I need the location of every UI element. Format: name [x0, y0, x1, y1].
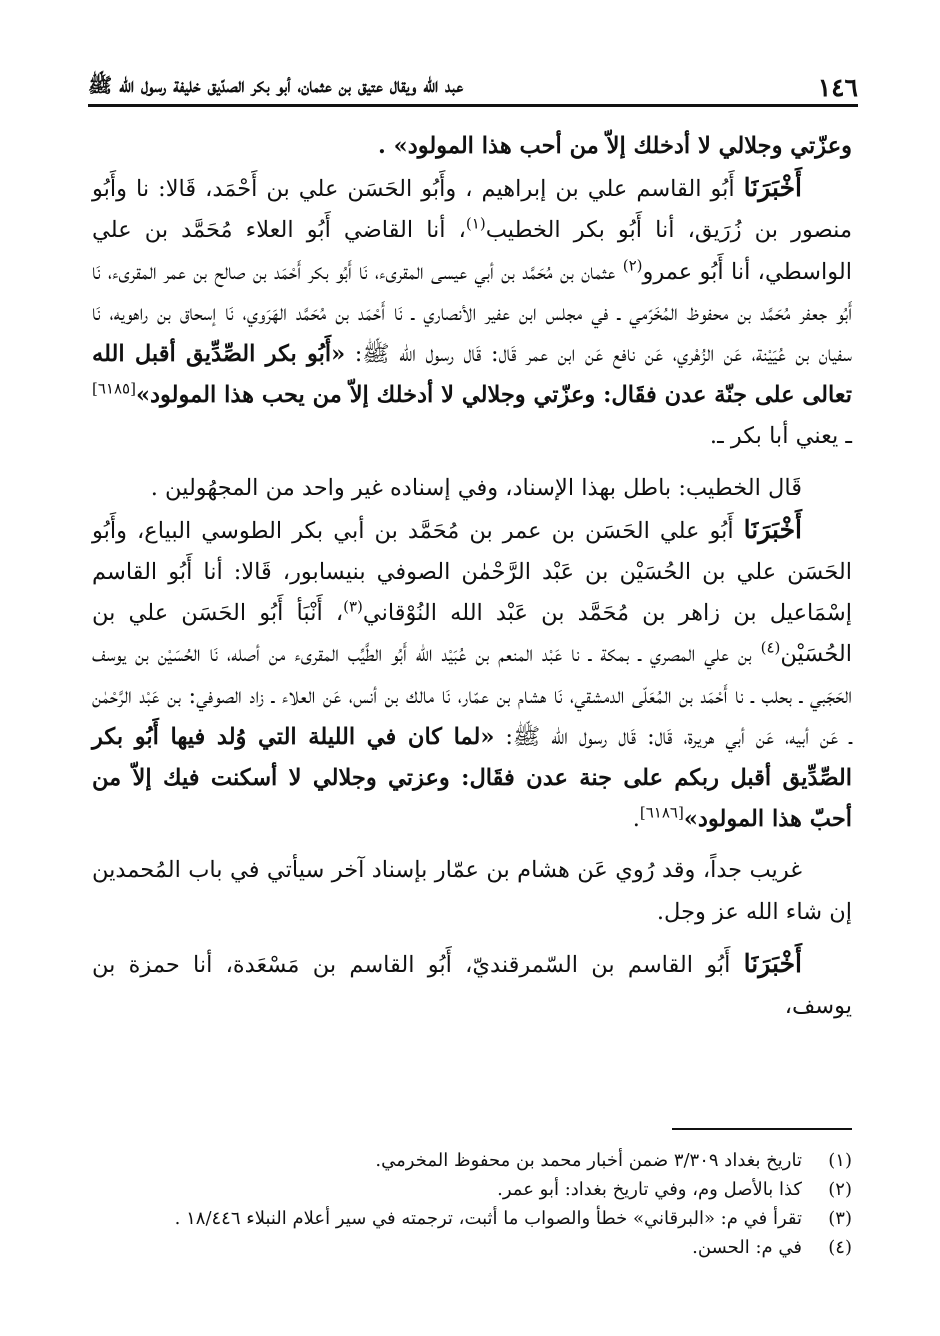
footnote-ref-1: (١)	[465, 214, 486, 233]
paragraph-3: قَال الخطيب: باطل بهذا الإسناد، وفي إسناده غير واحد من المجهُولين .	[150, 474, 802, 501]
isnad-text: بن علي المصري ـ بمكة ـ نا عَبْد المنعم بن عُبَيْد الله أَبُو الطَّيِّب المقرىء من أصله، نَا الحُسَيْن بن يوسف الحَجَبي ـ بحلب ـ نا أَحْمَد بن المُعَلّى الدمشقي، نَا هشام بن عمّار، نَا مالك بن أنس، عَن العلاء ـ زاد الصوفي: بن عَبْد الرَّحْمٰن ـ عَن أبيه، عَن أبي هريرة، قَال: قَال رسول الله ﷺ:	[92, 641, 852, 750]
footnote-text: تاريخ بغداد ٣/٣٠٩ ضمن أخبار محمد بن محفوظ المخرمي.	[375, 1150, 802, 1171]
akhbarana-keyword: أَخْبَرَنَا	[743, 948, 802, 978]
isnad-text: ، أَنْبَأ أَبُو الحَسَن علي بن الحُسَيْن	[92, 600, 852, 668]
footnote-2	[92, 1175, 852, 1204]
isnad-text: ، أنا القاضي أَبُو العلاء مُحَمَّد بن علي الواسطي، أنا أَبُو عمرو	[92, 217, 852, 285]
footnotes	[92, 1146, 852, 1262]
footnote-number: (١)	[828, 1150, 852, 1171]
akhbarana-keyword: أَخْبَرَنَا	[743, 173, 802, 203]
page-number: ١٤٦	[817, 73, 858, 102]
isnad-text: أَبُو علي الحَسَن بن عمر بن مُحَمَّد بن أبي بكر الطوسي البياع، وأَبُو الحَسَن علي بن الحُسَيْن بن عَبْد الرَّحْمٰن الصوفي بنيسابور، قَالا: أنا أَبُو القاسم إسْمَاعيل بن زاهر بن مُحَمَّد بن عَبْد الله النُوْقاني	[92, 517, 852, 627]
footnote-number: (٢)	[828, 1179, 852, 1200]
hadith-matn: «أَبُو بكر الصِّدِّيق أقبل الله تعالى على جنّة عدن فقَال: وعزّتي وجلالي لا أدخلك إلاّ من يحب هذا المولود»	[92, 341, 852, 409]
footnote-1	[92, 1146, 852, 1175]
footnote-text: كذا بالأصل وم، وفي تاريخ بغداد: أبو عمر.	[497, 1179, 802, 1200]
paragraph-6	[92, 943, 852, 1027]
footnote-ref-3: (٣)	[343, 597, 363, 616]
hadith-matn: «لما كان في الليلة التي وُلد فيها أَبُو بكر الصِّدِّيق أقبل ربكم على جنة عدن فقَال: وعزتي وجلالي لا أسكنت فيك إلاّ من أحبّ هذا المولود»	[92, 723, 852, 833]
footnote-number: (٤)	[828, 1237, 852, 1258]
isnad-text: أَبُو القاسم بن السّمرقنديّ، أَبُو القاسم بن مَسْعَدة، أنا حمزة بن يوسف،	[92, 951, 852, 1020]
hadith-number: [٦١٨٥]	[92, 379, 136, 398]
footnote-3	[92, 1204, 852, 1233]
header-rule	[88, 104, 858, 107]
running-title: عبد الله ويقال عتيق بن عثمان، أبو بكر الصدّيق خليفة رسول الله ﷺ	[88, 73, 464, 97]
footnote-text: في م: الحسن.	[692, 1237, 802, 1258]
isnad-text: عثمان بن مُحَمَّد بن أبي عيسى المقرىء، نَا أَبُو بكر أَحْمَد بن صالح بن عمر المقرىء، نَا أَبُو جعفر مُحَمَّد بن محفوظ المُخَرّمي ـ في مجلس ابن عفير الأنصاري ـ نَا أَحْمَد بن مُحَمَّد الهَرَوي، نَا إسحاق بن راهويه، نَا سفيان بن عُيَيْنة، عَن الزُهْري، عَن نافع عَن ابن عمر قَال: قَال رسول الله ﷺ:	[92, 258, 852, 368]
running-head	[88, 62, 858, 102]
paragraph-4	[92, 509, 852, 841]
main-text	[92, 126, 852, 1027]
footnote-separator	[672, 1128, 852, 1130]
isnad-text: .	[632, 806, 640, 833]
paragraph-2	[92, 167, 852, 457]
isnad-text: ـ يعني أبا بكر ـ.	[709, 423, 852, 450]
footnote-text: تقرأ في م: «البرقاني» خطأ والصواب ما أثبت، ترجمته في سير أعلام النبلاء ١٨/٤٤٦ .	[174, 1208, 802, 1229]
hadith-number: [٦١٨٦]	[639, 803, 684, 822]
akhbarana-keyword: أَخْبَرَنَا	[743, 514, 802, 544]
footnote-ref-2: (٢)	[622, 256, 643, 275]
footnote-4	[92, 1233, 852, 1262]
footnote-ref-4: (٤)	[760, 638, 781, 657]
isnad-text: أَبُو القاسم علي بن إبراهيم ، وأَبُو الحَسَن علي بن أَحْمَد، قَالا: نا وأَبُو منصور بن زُرَيق، أنا أَبُو بكر الخطيب	[92, 176, 852, 244]
paragraph-5: غريب جداً، وقد رُوي عَن هشام بن عمّار بإسناد آخر سيأتي في باب المُحمدين إن شاء الله عز وجل.	[92, 857, 852, 925]
paragraph-1: وعزّتي وجلالي لا أدخلك إلاّ من أحب هذا المولود» .	[377, 133, 852, 159]
footnote-number: (٣)	[828, 1208, 852, 1229]
